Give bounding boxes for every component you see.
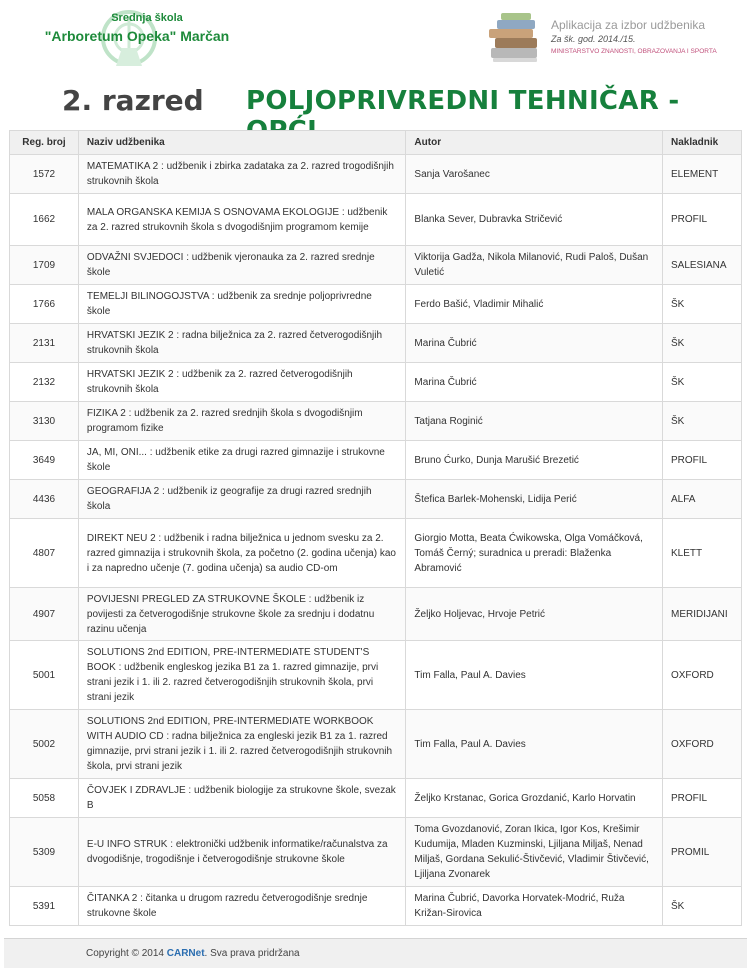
table-header-row <box>10 131 742 155</box>
textbook-table <box>9 130 742 926</box>
ministry-name: MINISTARSTVO ZNANOSTI, OBRAZOVANJA I SPORTA <box>551 48 717 55</box>
publisher-cell: PROFIL <box>662 194 741 246</box>
app-school-year: Za šk. god. 2014./15. <box>551 34 636 44</box>
title-cell: ODVAŽNI SVJEDOCI : udžbenik vjeronauka za 2. razred srednje škole <box>78 246 406 285</box>
publisher-cell: KLETT <box>662 519 741 588</box>
reg-number-cell: 1766 <box>10 285 79 324</box>
reg-number-cell: 5058 <box>10 779 79 818</box>
reg-number-cell: 5002 <box>10 710 79 779</box>
table-row <box>10 588 742 641</box>
table-row <box>10 285 742 324</box>
table-row <box>10 363 742 402</box>
publisher-cell: ŠK <box>662 887 741 926</box>
copyright-text <box>86 948 300 959</box>
grade-title: 2. razred <box>62 84 204 117</box>
table-row <box>10 887 742 926</box>
author-cell: Blanka Sever, Dubravka Stričević <box>406 194 663 246</box>
author-cell: Sanja Varošanec <box>406 155 663 194</box>
site-footer <box>4 938 747 968</box>
reg-number-cell: 2132 <box>10 363 79 402</box>
app-title: Aplikacija za izbor udžbenika <box>551 18 706 32</box>
reg-number-cell: 2131 <box>10 324 79 363</box>
school-logo[interactable] <box>44 6 230 76</box>
table-row <box>10 641 742 710</box>
author-cell: Tatjana Roginić <box>406 402 663 441</box>
table-row <box>10 710 742 779</box>
author-cell: Željko Krstanac, Gorica Grozdanić, Karlo Horvatin <box>406 779 663 818</box>
title-cell: HRVATSKI JEZIK 2 : radna bilježnica za 2. razred četverogodišnjih strukovnih škola <box>78 324 406 363</box>
publisher-cell: ŠK <box>662 324 741 363</box>
reg-number-cell: 3649 <box>10 441 79 480</box>
title-cell: MALA ORGANSKA KEMIJA S OSNOVAMA EKOLOGIJE : udžbenik za 2. razred strukovnih škola s dvogodišnjim programom kemije <box>78 194 406 246</box>
publisher-cell: ŠK <box>662 363 741 402</box>
table-row <box>10 155 742 194</box>
title-cell: POVIJESNI PREGLED ZA STRUKOVNE ŠKOLE : udžbenik iz povijesti za četverogodišnje strukovne škole za srednju i dodatnu razinu učenja <box>78 588 406 641</box>
table-row <box>10 194 742 246</box>
table-row <box>10 480 742 519</box>
publisher-cell: OXFORD <box>662 710 741 779</box>
table-row <box>10 519 742 588</box>
publisher-cell: OXFORD <box>662 641 741 710</box>
author-cell: Štefica Barlek-Mohenski, Lidija Perić <box>406 480 663 519</box>
reg-number-cell: 5309 <box>10 818 79 887</box>
title-cell: DIREKT NEU 2 : udžbenik i radna bilježnica u jednom svesku za 2. razred gimnazija i strukovnih škola, za početno (2. godina učenja) kao i za napredno učenje (7. godina učenja) sa audio CD-om <box>78 519 406 588</box>
author-cell: Viktorija Gadža, Nikola Milanović, Rudi Paloš, Dušan Vuletić <box>406 246 663 285</box>
school-name-line2: "Arboretum Opeka" Marčan <box>44 28 230 44</box>
reg-number-cell: 4436 <box>10 480 79 519</box>
app-logo[interactable] <box>487 10 737 70</box>
title-cell: ČITANKA 2 : čitanka u drugom razredu četverogodišnje srednje strukovne škole <box>78 887 406 926</box>
author-cell: Tim Falla, Paul A. Davies <box>406 641 663 710</box>
school-name-line1: Srednja škola <box>111 12 183 24</box>
title-cell: GEOGRAFIJA 2 : udžbenik iz geografije za drugi razred srednjih škola <box>78 480 406 519</box>
author-cell: Marina Čubrić <box>406 324 663 363</box>
reg-number-cell: 5001 <box>10 641 79 710</box>
title-cell: HRVATSKI JEZIK 2 : udžbenik za 2. razred četverogodišnjih strukovnih škola <box>78 363 406 402</box>
reg-number-cell: 5391 <box>10 887 79 926</box>
header-reg-number: Reg. broj <box>10 131 79 155</box>
copyright-suffix: . Sva prava pridržana <box>204 948 300 959</box>
publisher-cell: ELEMENT <box>662 155 741 194</box>
author-cell: Marina Čubrić <box>406 363 663 402</box>
copyright-prefix: Copyright © 2014 <box>86 948 167 959</box>
title-cell: FIZIKA 2 : udžbenik za 2. razred srednjih škola s dvogodišnjim programom fizike <box>78 402 406 441</box>
author-cell: Tim Falla, Paul A. Davies <box>406 710 663 779</box>
publisher-cell: PROMIL <box>662 818 741 887</box>
reg-number-cell: 1709 <box>10 246 79 285</box>
author-cell: Bruno Ćurko, Dunja Marušić Brezetić <box>406 441 663 480</box>
header-title: Naziv udžbenika <box>78 131 406 155</box>
reg-number-cell: 4907 <box>10 588 79 641</box>
publisher-cell: ALFA <box>662 480 741 519</box>
table-body <box>10 155 742 926</box>
publisher-cell: PROFIL <box>662 441 741 480</box>
table-row <box>10 402 742 441</box>
publisher-cell: ŠK <box>662 285 741 324</box>
table-row <box>10 441 742 480</box>
author-cell: Giorgio Motta, Beata Ćwikowska, Olga Vomáčková, Tomáš Černý; suradnica u preradi: Blaženka Abramović <box>406 519 663 588</box>
publisher-cell: PROFIL <box>662 779 741 818</box>
author-cell: Željko Holjevac, Hrvoje Petrić <box>406 588 663 641</box>
header-author: Autor <box>406 131 663 155</box>
reg-number-cell: 4807 <box>10 519 79 588</box>
header-publisher: Nakladnik <box>662 131 741 155</box>
page-heading <box>0 84 751 124</box>
site-header <box>0 0 751 80</box>
table-row <box>10 779 742 818</box>
table-row <box>10 246 742 285</box>
author-cell: Toma Gvozdanović, Zoran Ikica, Igor Kos, Krešimir Kudumija, Mladen Kuzminski, Ljiljana Miljaš, Nenad Miljaš, Gordana Sekulić-Štivčević, Vladimir Štivčević, Ljiljana Zvonarek <box>406 818 663 887</box>
table-row <box>10 818 742 887</box>
table-row <box>10 324 742 363</box>
books-stack-icon <box>487 12 545 64</box>
title-cell: E-U INFO STRUK : elektronički udžbenik informatike/računalstva za dvogodišnje, trogodišnje i četverogodišnje strukovne škole <box>78 818 406 887</box>
program-title: POLJOPRIVREDNI TEHNIČAR - <box>246 86 680 116</box>
reg-number-cell: 1662 <box>10 194 79 246</box>
author-cell: Ferdo Bašić, Vladimir Mihalić <box>406 285 663 324</box>
carnet-link[interactable]: CARNet <box>166 948 205 959</box>
publisher-cell: MERIDIJANI <box>662 588 741 641</box>
reg-number-cell: 3130 <box>10 402 79 441</box>
title-cell: JA, MI, ONI... : udžbenik etike za drugi razred gimnazije i strukovne škole <box>78 441 406 480</box>
author-cell: Marina Čubrić, Davorka Horvatek-Modrić, Ruža Križan-Sirovica <box>406 887 663 926</box>
title-cell: MATEMATIKA 2 : udžbenik i zbirka zadataka za 2. razred trogodišnjih strukovnih škola <box>78 155 406 194</box>
title-cell: SOLUTIONS 2nd EDITION, PRE-INTERMEDIATE WORKBOOK WITH AUDIO CD : radna bilježnica za engleski jezik B1 za 1. razred gimnazije, prvi strani jezik i 1. ili 2. razred četverogodišnjih strukovnih škola, prvi strani jezik <box>78 710 406 779</box>
title-cell: ČOVJEK I ZDRAVLJE : udžbenik biologije za strukovne škole, svezak B <box>78 779 406 818</box>
title-cell: SOLUTIONS 2nd EDITION, PRE-INTERMEDIATE STUDENT'S BOOK : udžbenik engleskog jezika B1 za 1. razred gimnazije, prvi strani jezik i 1. ili 2. razred četverogodišnjih strukovnih škola, prvi strani jezik <box>78 641 406 710</box>
publisher-cell: SALESIANA <box>662 246 741 285</box>
reg-number-cell: 1572 <box>10 155 79 194</box>
publisher-cell: ŠK <box>662 402 741 441</box>
title-cell: TEMELJI BILINOGOJSTVA : udžbenik za srednje poljoprivredne škole <box>78 285 406 324</box>
